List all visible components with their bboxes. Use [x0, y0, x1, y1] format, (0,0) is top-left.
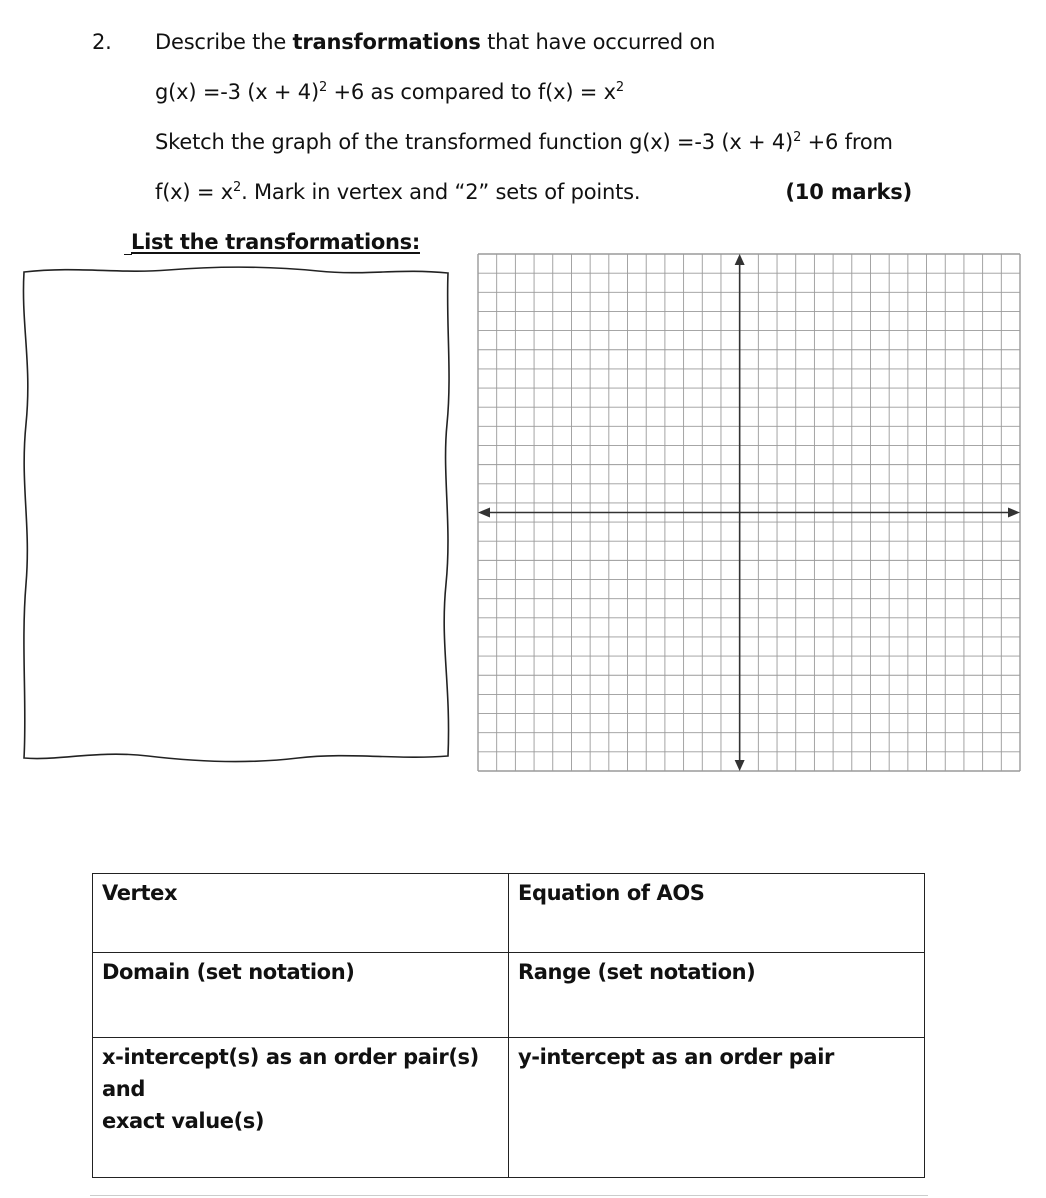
y-axis-arrow-down-icon	[735, 760, 745, 771]
question-line-3	[155, 130, 893, 154]
fx-definition: f(x) = x	[155, 180, 233, 204]
x-intercepts-label-line-2: exact value(s)	[102, 1109, 265, 1133]
table-row-intercepts	[93, 1038, 925, 1178]
vertex-label: Vertex	[102, 881, 178, 905]
fx-exponent: 2	[232, 180, 242, 195]
vertex-cell[interactable]	[93, 874, 509, 953]
question-line-1-pre: Describe the	[155, 30, 287, 54]
answer-box-border	[23, 267, 449, 762]
aos-cell[interactable]	[509, 874, 925, 953]
marks-label: (10 marks)	[785, 180, 912, 204]
range-label: Range (set notation)	[518, 960, 756, 984]
question-line-2	[155, 80, 624, 104]
g-exponent: 2	[318, 80, 328, 95]
transformations-heading: List the transformations:	[131, 230, 420, 254]
question-line-4	[155, 180, 640, 204]
f-exponent: 2	[615, 80, 624, 95]
x-intercepts-cell[interactable]	[93, 1038, 509, 1178]
question-line-1	[155, 30, 715, 54]
domain-label: Domain (set notation)	[102, 960, 355, 984]
question-line-1-post: that have occurred on	[487, 30, 716, 54]
x-axis	[478, 508, 1020, 518]
x-intercepts-label-line-1: x-intercept(s) as an order pair(s) and	[102, 1045, 479, 1101]
mark-instruction: . Mark in vertex and “2” sets of points.	[241, 180, 641, 204]
heading-underline-extension	[124, 254, 132, 255]
sketch-exponent: 2	[793, 130, 802, 145]
y-intercept-label: y-intercept as an order pair	[518, 1045, 834, 1069]
table-row-vertex-aos	[93, 874, 925, 953]
question-line-1-bold: transformations	[292, 30, 481, 54]
transformations-answer-box[interactable]	[18, 264, 456, 764]
sketch-instruction-tail: +6 from	[801, 130, 893, 154]
x-axis-arrow-right-icon	[1008, 508, 1020, 518]
sketch-instruction: Sketch the graph of the transformed function g(x) =-3 (x + 4)	[155, 130, 794, 154]
aos-label: Equation of AOS	[518, 881, 705, 905]
range-cell[interactable]	[509, 953, 925, 1038]
y-axis-arrow-up-icon	[735, 254, 745, 265]
x-axis-arrow-left-icon	[478, 508, 490, 518]
domain-cell[interactable]	[93, 953, 509, 1038]
question-number: 2.	[92, 30, 112, 54]
coordinate-grid[interactable]	[474, 250, 1024, 775]
g-function-rhs: +6 as compared to f(x) = x	[327, 80, 616, 104]
page-bottom-rule	[90, 1195, 928, 1196]
answer-table	[92, 873, 925, 1178]
table-row-domain-range	[93, 953, 925, 1038]
y-intercept-cell[interactable]	[509, 1038, 925, 1178]
g-function-lhs: g(x) =-3 (x + 4)	[155, 80, 319, 104]
